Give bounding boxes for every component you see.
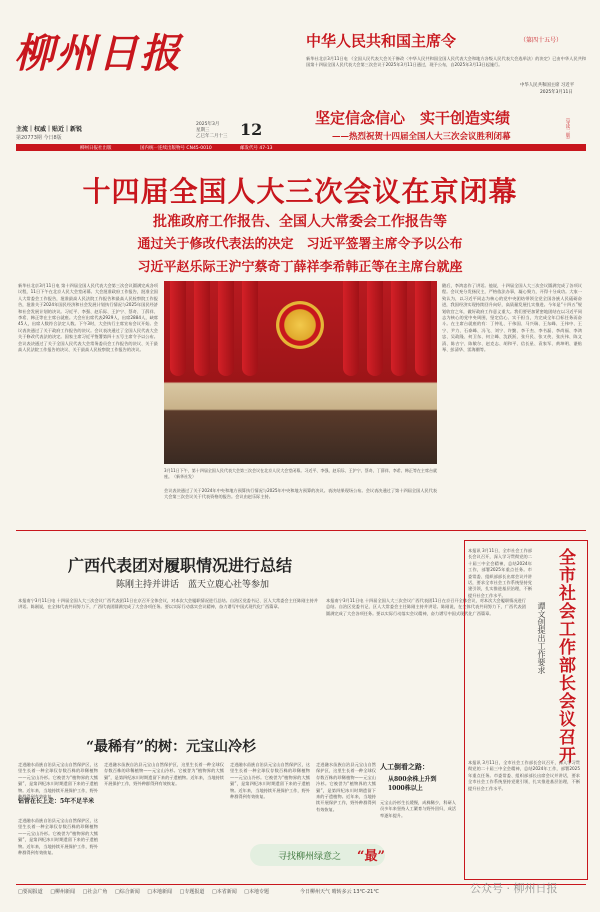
story2-body-cont: 本报南宁3月11日电 十四届全国人大三次会议广西代表团11日在京召开全体会议，对本次大会履职情况进行总结。自治区党委书记、区人大常委会主任陈刚主持并讲话。陈刚说，在全体代表共同努力下，广西代表团圆满完成了大会各项任务。要以实际行动落实会议精神，奋力谱写中国式现代化广西篇章。	[326, 598, 526, 616]
cn-number: 国内统一连续出版物号 CN45-0010	[140, 145, 212, 151]
article-left: 新华社北京3月11日电 第十四届全国人民代表大会第三次会议圆满完成各项议程，11日下午在北京人民大会堂闭幕。大会批准政府工作报告，批准全国人大常委会工作报告，批准最高人民法院工作报告和最高人民检察院工作报告，批准关于2024年国民经济和社会发展计划执行情况与2025年国民经济和社会发展计划的决议。习近平、李强、赵乐际、王沪宁、蔡奇、丁薛祥、李希、韩正等在主席台就座。大会应出席代表2929人，出席2884人，缺席45人，出席人数符合法定人数。下午3时，大会执行主席宣布会议开始。会议表决通过了关于政府工作报告的决议。会议表决通过了全国人民代表大会关于修改代表法的决定。国家主席习近平签署第四十五号主席令予以公布。会议表决通过了关于全国人民代表大会常务委员会工作报告的决议、关于最高人民法院工作报告的决议、关于最高人民检察院工作报告的决议。	[18, 283, 158, 353]
story3-lead: 走进融水苗族自治县元宝山自然保护区，这里生长着一种全球仅存数百株的珍稀植物——元宝山冷杉。它被誉为“植物界的大熊猫”，是第四纪冰川时期遗留下来的孑遗植物。近年来，当地持续开展保护工作，野外种群得到有效恢复。	[18, 762, 98, 800]
decree-signature: 中华人民共和国主席 习近平	[520, 83, 575, 88]
banner-edition: （导读二版）	[565, 115, 570, 142]
story3-section: 钻营在长上走：5年不足半米	[18, 798, 95, 805]
decree-title: 中华人民共和国主席令	[306, 32, 457, 50]
decree-number: （第四十五号）	[520, 37, 563, 44]
main-headline: 十四届全国人大三次会议在京闭幕	[82, 175, 518, 208]
story2-subtitle: 陈刚主持并讲话 蓝天立鹿心社等参加	[116, 580, 270, 590]
side-story-subtitle: 谭文创提出工作要求	[537, 602, 546, 674]
footer-item[interactable]: □本省新闻	[211, 889, 237, 895]
watermark: 公众号 · 柳州日报	[470, 882, 558, 895]
footer-item[interactable]: □要闻报道	[18, 889, 43, 895]
story4-line: 从800余株上升到1000株以上	[388, 776, 437, 792]
subhead-1: 批准政府工作报告、全国人大常委会工作报告等	[153, 214, 447, 230]
national-emblem-icon	[276, 301, 324, 349]
footer-weather: 今日柳州天气 晴转多云 13℃-21℃	[300, 889, 379, 895]
story3-title: “最稀有”的树：元宝山冷杉	[86, 739, 257, 755]
decree-date: 2025年3月11日	[540, 90, 573, 95]
photo-caption: 3月11日下午，第十四届全国人民代表大会第三次会议在北京人民大会堂闭幕。习近平、李强、赵乐际、王沪宁、蔡奇、丁薛祥、李希、韩正等在主席台就座。（新华社发）	[164, 468, 437, 479]
side-story-body-b: 本报讯 3月11日，全市社会工作部长会议召开，深入学习贯彻党的二十届三中全会精神，总结2024年工作，部署2025年重点任务。市委常委、组织部部长出席会议并讲话，要求全市社会工作系统坚持党建引领，扎实推进基层治理，不断提升社会工作水平。	[468, 760, 580, 791]
footer-index	[18, 888, 275, 895]
day-number: 12	[240, 120, 263, 139]
subhead-3: 习近平赵乐际王沪宁蔡奇丁薛祥李希韩正等在主席台就座	[137, 260, 463, 275]
footer-item[interactable]: □专题报道	[179, 889, 205, 895]
side-story-body-a: 本报讯 3月11日，全市社会工作部长会议召开，深入学习贯彻党的二十届三中全会精神，总结2024年工作，部署2025年重点任务。市委常委、组织部部长出席会议并讲话，要求全市社会工作系统坚持党建引领，扎实推进基层治理，不断提升社会工作水平。	[468, 548, 532, 598]
side-story-title: 全市社会工作部长会议召开	[555, 548, 575, 764]
publisher: 柳州日报社出版	[80, 145, 112, 151]
banner-line2: ——热烈祝贺十四届全国人大三次会议胜利闭幕	[332, 132, 511, 142]
banner-line1: 坚定信念信心 实干创造实绩	[315, 109, 511, 127]
story3-body-c: 走进融水苗族自治县元宝山自然保护区，这里生长着一种全球仅存数百株的珍稀植物——元宝山冷杉。它被誉为“植物界的大熊猫”，是第四纪冰川时期遗留下来的孑遗植物。近年来，当地持续开展保护工作，野外种群得到有效恢复。	[230, 762, 310, 800]
story2-title: 广西代表团对履职情况进行总结	[68, 556, 293, 575]
masthead-tagline: 主流｜权威｜贴近｜新锐	[16, 126, 83, 133]
postal-code: 邮发代号 47-13	[240, 145, 273, 151]
footer-item[interactable]: □综合新闻	[114, 889, 140, 895]
story3-body-a: 走进融水苗族自治县元宝山自然保护区，这里生长着一种全球仅存数百株的珍稀植物——元宝山冷杉。它被誉为“植物界的大熊猫”，是第四纪冰川时期遗留下来的孑遗植物。近年来，当地持续开展保护工作，野外种群得到有效恢复。	[18, 818, 98, 856]
decree-body: 新华社北京3月11日电 《全国人民代表大会关于修改〈中华人民共和国全国人民代表大会和地方各级人民代表大会选举法〉的决定》已由中华人民共和国第十四届全国人民代表大会第三次会议于2025年3月11日通过，现予公布，自2025年3月13日起施行。	[306, 56, 586, 68]
article-right: 随后，李鸿忠作了讲话。他说，十四届全国人大三次会议圆满完成了各项议程。会议充分发扬民主，严格依法办事，凝心聚力，开得十分成功。大家一致认为，以习近平同志为核心的党中央团结带领全党全国各族人民砥砺奋进，我国经济实现持续回升向好，高质量发展扎实推进。今年是“十四五”规划收官之年，做好政府工作意义重大。我们要更加紧密地团结在以习近平同志为核心的党中央周围，坚定信心、实干担当，为完成全年目标任务而奋斗。在主席台就座的有：丁仲礼、于伟国、马兴瑞、王东峰、王伟中、王宁、尹力、石泰峰、冯飞、刘宁、许勤、李干杰、李书磊、李尚福、李鸿忠、吴政隆、何卫东、何立峰、沈跃跃、张升民、张又侠、张庆伟、陈文清、陈吉宁、陈敏尔、赵克志、胡和平、信长星、袁家军、黄坤明、谌贻琴、彭清华、雷海潮等。	[442, 283, 582, 353]
footer-item[interactable]: □本地专题	[244, 889, 270, 895]
footer-item[interactable]: □本地新闻	[147, 889, 173, 895]
story3-body-d: 走进融水苗族自治县元宝山自然保护区，这里生长着一种全球仅存数百株的珍稀植物——元宝山冷杉。它被誉为“植物界的大熊猫”，是第四纪冰川时期遗留下来的孑遗植物。近年来，当地持续开展保护工作，野外种群得到有效恢复。	[316, 762, 376, 812]
story3-body-b: 走进融水苗族自治县元宝山自然保护区，这里生长着一种全球仅存数百株的珍稀植物——元宝山冷杉。它被誉为“植物界的大熊猫”，是第四纪冰川时期遗留下来的孑遗植物。近年来，当地持续开展保护工作，野外种群得到有效恢复。	[104, 762, 224, 787]
section-divider	[16, 530, 586, 531]
subhead-2: 通过关于修改代表法的决定 习近平签署主席令予以公布	[137, 237, 463, 252]
story4-body: 元宝山冷杉生长缓慢，成株稀少，科研人员多年来坚持人工繁育与野外回归，成活率逐年提升。	[380, 800, 456, 818]
series-tag-label: 寻找柳州绿意之	[278, 852, 342, 862]
story4-title: 人工倒看之路：	[380, 762, 429, 771]
story2-body: 本报南宁3月11日电 十四届全国人大三次会议广西代表团11日在京召开全体会议，对本次大会履职情况进行总结。自治区党委书记、区人大常委会主任陈刚主持并讲话。陈刚说，在全体代表共同努力下，广西代表团圆满完成了大会各项任务。要以实际行动落实会议精神，奋力谱写中国式现代化广西篇章。	[18, 598, 318, 610]
issue-number: 第20773期 今日8版	[16, 135, 62, 141]
article-middle: 会议表决通过了关于2024年中央和地方预算执行情况与2025年中央和地方预算的决议。表决结果现场公布。会议表决通过了第十四届全国人民代表大会第三次会议关于代表资格的报告。会议由赵乐际主持。	[164, 488, 437, 500]
date-block: 2025年3月 星期三 乙巳年二月十三	[196, 122, 228, 139]
footer-item[interactable]: □社会广角	[82, 889, 108, 895]
session-photo	[164, 281, 437, 464]
footer-item[interactable]: □柳州新闻	[50, 889, 76, 895]
series-tag-bold: “最”	[357, 849, 385, 864]
masthead-logo: 柳州日报	[14, 30, 182, 77]
